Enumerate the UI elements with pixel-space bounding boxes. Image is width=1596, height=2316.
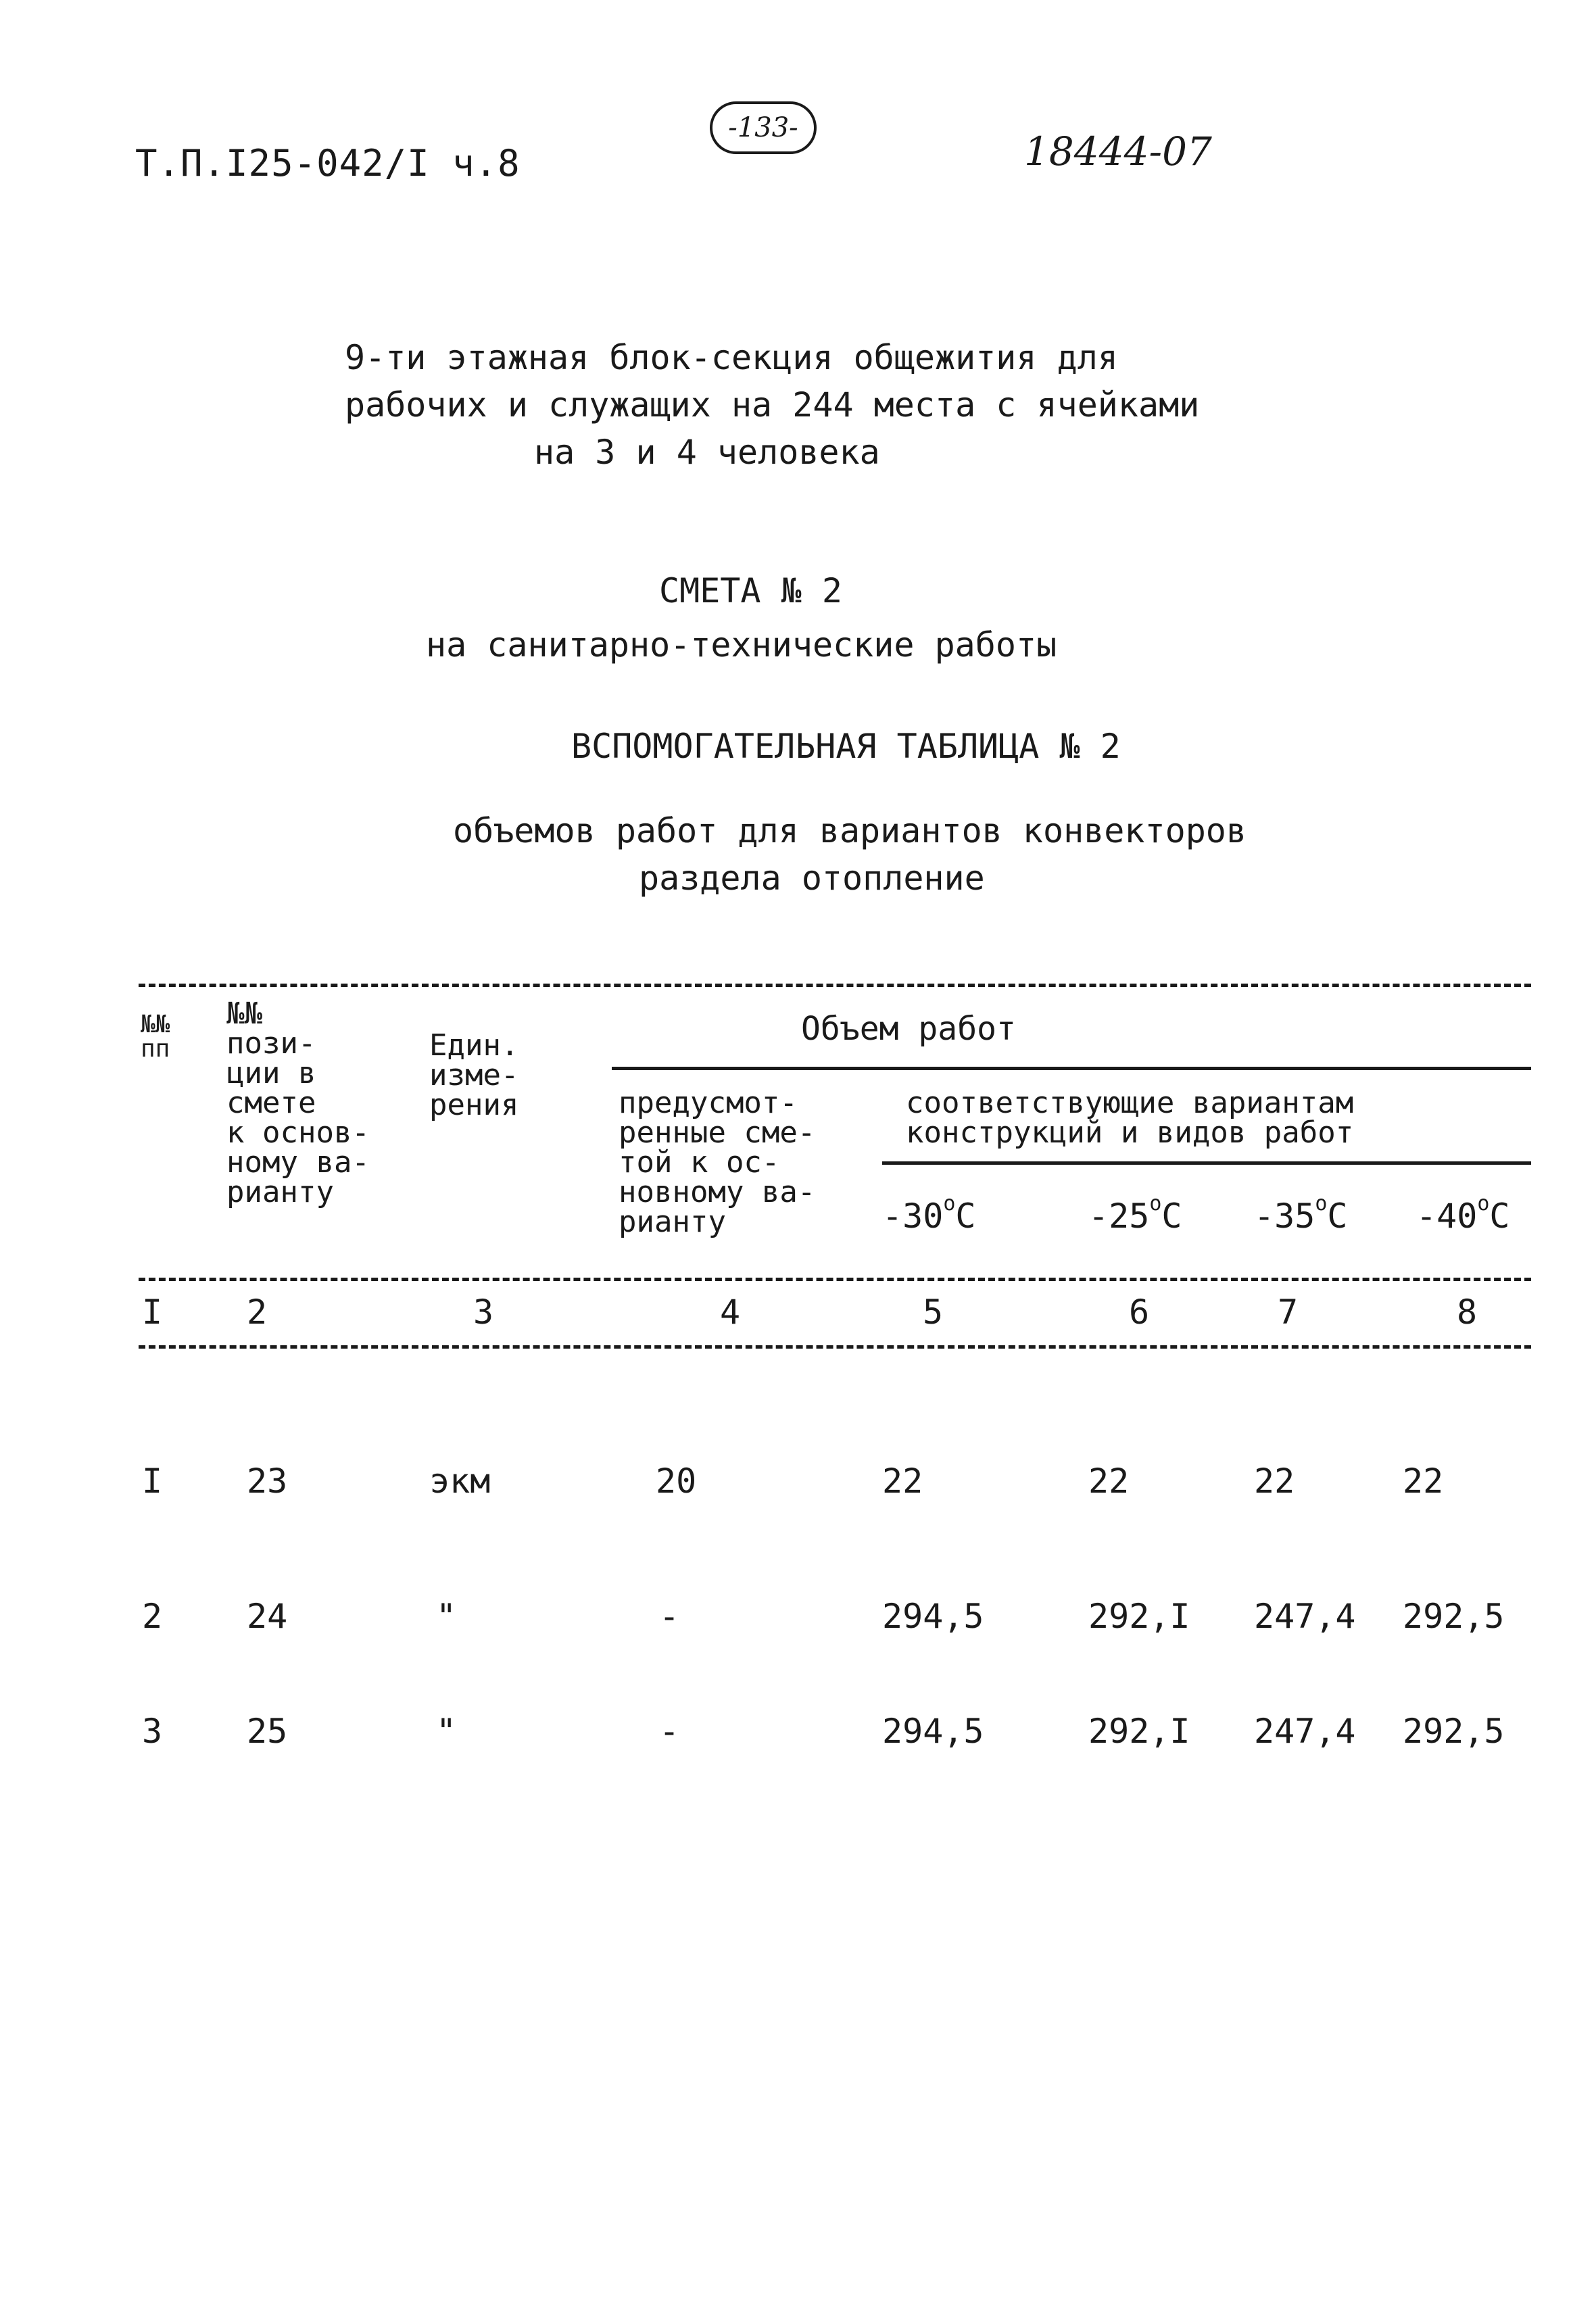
col-number-6: 6 bbox=[1129, 1293, 1150, 1332]
table-cell: 22 bbox=[1088, 1462, 1130, 1501]
temp-minus-25: $-25^оС$ bbox=[1088, 1192, 1182, 1236]
header-corresponding: соответствующие вариантам конструкций и видов работ bbox=[906, 1086, 1354, 1150]
document-number: 18444-07 bbox=[1024, 128, 1212, 174]
table-cell: 23 bbox=[247, 1462, 288, 1501]
table-cell: 24 bbox=[247, 1597, 288, 1636]
page-number: -133- bbox=[728, 112, 798, 143]
temp-minus-35: $-35^оС$ bbox=[1254, 1192, 1348, 1236]
header-bottom-rule bbox=[139, 1278, 1531, 1281]
header-provided: предусмот- ренные сме- той к ос- новному ва- рианту bbox=[619, 1086, 816, 1239]
table-cell: экм bbox=[429, 1462, 491, 1501]
title-line-2: рабочих и служащих на 244 места с ячейками bbox=[345, 385, 1200, 425]
table-cell: 294,5 bbox=[882, 1597, 984, 1636]
col-number-2: 2 bbox=[247, 1293, 268, 1332]
table-cell: 25 bbox=[247, 1712, 288, 1751]
table-cell: 292,I bbox=[1088, 1597, 1190, 1636]
table-cell: 292,5 bbox=[1403, 1712, 1505, 1751]
col-number-7: 7 bbox=[1278, 1293, 1299, 1332]
table-cell: I bbox=[142, 1462, 163, 1501]
table-cell: 247,4 bbox=[1254, 1712, 1356, 1751]
estimate-title: СМЕТА № 2 bbox=[659, 571, 842, 610]
header-position: №№ пози- ции в смете к основ- ному ва- рианту bbox=[226, 996, 370, 1209]
table-cell: 3 bbox=[142, 1712, 163, 1751]
table-cell: 294,5 bbox=[882, 1712, 984, 1751]
table-cell: 22 bbox=[882, 1462, 923, 1501]
col-number-1: I bbox=[142, 1293, 163, 1332]
header-rule-2 bbox=[882, 1161, 1531, 1165]
col-number-3: 3 bbox=[473, 1293, 494, 1332]
aux-table-subtitle-1: объемов работ для вариантов конвекторов bbox=[453, 811, 1247, 850]
table-cell: 292,I bbox=[1088, 1712, 1190, 1751]
header-row-number: №№ пп bbox=[141, 1011, 170, 1063]
table-cell: 292,5 bbox=[1403, 1597, 1505, 1636]
aux-table-title: ВСПОМОГАТЕЛЬНАЯ ТАБЛИЦА № 2 bbox=[571, 727, 1121, 766]
column-numbers-rule bbox=[139, 1345, 1531, 1349]
table-cell: " bbox=[436, 1597, 457, 1636]
col-number-4: 4 bbox=[720, 1293, 741, 1332]
table-cell: - bbox=[659, 1712, 680, 1751]
aux-table-subtitle-2: раздела отопление bbox=[639, 859, 985, 898]
header-volume: Объем работ bbox=[801, 1010, 1016, 1048]
header-unit: Един. изме- рения bbox=[429, 1028, 519, 1122]
header-rule-1 bbox=[612, 1067, 1531, 1070]
page-number-stamp bbox=[710, 101, 817, 154]
table-top-rule bbox=[139, 984, 1531, 987]
temp-minus-30: $-30^оС$ bbox=[882, 1192, 976, 1236]
table-cell: - bbox=[659, 1597, 680, 1636]
document-code: Т.П.I25-042/I ч.8 bbox=[135, 142, 521, 185]
table-cell: 20 bbox=[656, 1462, 697, 1501]
title-line-1: 9-ти этажная блок-секция общежития для bbox=[345, 338, 1118, 377]
col-number-5: 5 bbox=[923, 1293, 944, 1332]
col-number-8: 8 bbox=[1457, 1293, 1478, 1332]
table-cell: 247,4 bbox=[1254, 1597, 1356, 1636]
temp-minus-40: $-40^оС$ bbox=[1416, 1192, 1510, 1236]
table-cell: 2 bbox=[142, 1597, 163, 1636]
title-line-3: на 3 и 4 человека bbox=[534, 433, 880, 472]
estimate-subtitle: на санитарно-технические работы bbox=[426, 625, 1057, 665]
table-cell: 22 bbox=[1254, 1462, 1295, 1501]
table-cell: 22 bbox=[1403, 1462, 1444, 1501]
table-cell: " bbox=[436, 1712, 457, 1751]
